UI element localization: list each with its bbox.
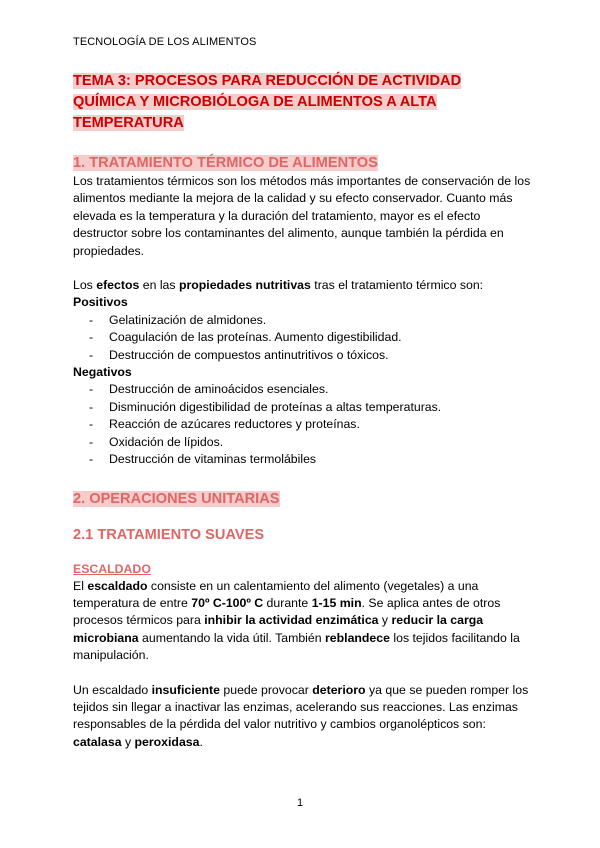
negative-list <box>73 381 533 468</box>
list-item: - Reacción de azúcares reductores y proteínas. <box>89 417 360 432</box>
title-line-1: TEMA 3: PROCESOS PARA REDUCCIÓN DE ACTIVIDAD <box>73 73 462 89</box>
section-2-heading: 2. OPERACIONES UNITARIAS <box>73 490 280 507</box>
list-item: - Destrucción de vitaminas termolábiles <box>89 452 317 467</box>
page-number: 1 <box>296 797 304 809</box>
positive-list <box>73 312 533 364</box>
list-item: - Destrucción de compuestos antinutritivos o tóxicos. <box>89 347 389 362</box>
escaldado-paragraph-1: El escaldado consiste en un calentamiento del alimento (vegetales) a una temperatura de entre 70º C-100º C durante 1-15 min. Se aplica antes de otros procesos térmicos para inhibir la actividad enzimática y reducir la carga microbiana aumentando la vida útil. También reblandece los tejidos facilitando la manipulación. <box>73 578 520 663</box>
list-item: - Destrucción de aminoácidos esenciales. <box>89 382 329 397</box>
page-header: TECNOLOGÍA DE LOS ALIMENTOS <box>73 36 257 48</box>
list-item: - Gelatinización de almidones. <box>89 312 267 327</box>
title-line-3: TEMPERATURA <box>73 115 184 131</box>
section-1-heading: 1. TRATAMIENTO TÉRMICO DE ALIMENTOS <box>73 155 378 171</box>
list-item: - Coagulación de las proteínas. Aumento digestibilidad. <box>89 330 402 345</box>
page-content <box>73 71 533 751</box>
title-line-2: QUÍMICA Y MICROBIÓLOGA DE ALIMENTOS A ALTA <box>73 94 437 110</box>
escaldado-heading: ESCALDADO <box>73 561 151 576</box>
list-item: - Oxidación de lípidos. <box>89 434 224 449</box>
escaldado-paragraph-2: Un escaldado insuficiente puede provocar deterioro ya que se pueden romper los tejidos sin llegar a inactivar las enzimas, acelerando sus reacciones. Las enzimas responsables de la pérdida del valor nutritivo y cambios organolépticos son: catalasa y peroxidasa. <box>73 682 529 749</box>
effects-intro: Los efectos en las propiedades nutritivas tras el tratamiento térmico son: <box>73 278 484 293</box>
list-item: - Disminución digestibilidad de proteínas a altas temperaturas. <box>89 399 442 414</box>
positive-label: Positivos <box>73 295 128 310</box>
section-1-paragraph: Los tratamientos térmicos son los métodos más importantes de conservación de los alimentos mediante la mejora de la calidad y su efecto conservador. Cuanto más elevada es la temperatura y la duración del tratamiento, mayor es el efecto destructor sobre los contaminantes del alimento, aunque también la pérdida en propiedades. <box>73 174 531 258</box>
section-2-1-heading: 2.1 TRATAMIENTO SUAVES <box>73 526 265 543</box>
negative-label: Negativos <box>73 365 132 380</box>
document-title <box>73 71 533 134</box>
